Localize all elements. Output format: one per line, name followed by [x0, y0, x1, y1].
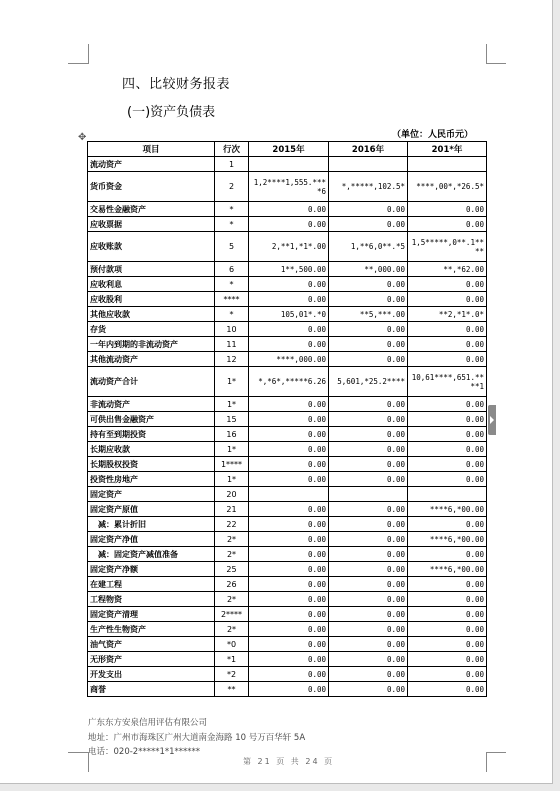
row-value-2015: 0.00 — [249, 397, 329, 412]
row-value-2015: 0.00 — [249, 547, 329, 562]
row-value-2015: 0.00 — [249, 427, 329, 442]
row-value-201x: 0.00 — [408, 397, 487, 412]
row-line-number: 1* — [215, 397, 249, 412]
row-line-number: 20 — [215, 487, 249, 502]
row-value-2015: *,*6*,*****6.26 — [249, 367, 329, 397]
row-value-2016: 0.00 — [329, 277, 408, 292]
row-item-name: 预付款项 — [88, 262, 215, 277]
row-value-2015: 0.00 — [249, 637, 329, 652]
row-value-2015: 0.00 — [249, 652, 329, 667]
row-item-name: 开发支出 — [88, 667, 215, 682]
row-item-name: 商誉 — [88, 682, 215, 697]
table-header-row — [88, 142, 487, 157]
row-value-201x: 0.00 — [408, 442, 487, 457]
table-row — [88, 457, 487, 472]
row-line-number: 16 — [215, 427, 249, 442]
row-line-number: 10 — [215, 322, 249, 337]
footer-phone: 电话：020-2*****1*1****** — [88, 747, 201, 757]
row-line-number: * — [215, 202, 249, 217]
row-value-201x: 0.00 — [408, 352, 487, 367]
row-value-2016: 0.00 — [329, 442, 408, 457]
table-row — [88, 682, 487, 697]
row-item-name: 流动资产 — [88, 157, 215, 172]
row-value-2016: 1,**6,0**.*5 — [329, 232, 408, 262]
row-value-201x — [408, 487, 487, 502]
row-value-201x — [408, 157, 487, 172]
table-row — [88, 562, 487, 577]
table-row — [88, 337, 487, 352]
row-item-name: 固定资产净额 — [88, 562, 215, 577]
row-value-2015: 0.00 — [249, 457, 329, 472]
row-item-name: 长期应收款 — [88, 442, 215, 457]
table-row — [88, 217, 487, 232]
crop-mark — [486, 44, 487, 64]
row-value-2016 — [329, 157, 408, 172]
row-value-2016: 0.00 — [329, 202, 408, 217]
row-value-201x: 0.00 — [408, 337, 487, 352]
table-row — [88, 262, 487, 277]
row-value-2016: 0.00 — [329, 217, 408, 232]
row-value-2015: 0.00 — [249, 562, 329, 577]
row-value-2016: 0.00 — [329, 592, 408, 607]
row-line-number: *0 — [215, 637, 249, 652]
row-value-2016: 0.00 — [329, 562, 408, 577]
side-tab-arrow-icon[interactable] — [488, 405, 496, 435]
row-value-201x: 0.00 — [408, 637, 487, 652]
row-item-name: 可供出售金融资产 — [88, 412, 215, 427]
row-value-201x: 0.00 — [408, 622, 487, 637]
row-value-201x: 0.00 — [408, 592, 487, 607]
row-value-201x: 0.00 — [408, 652, 487, 667]
row-value-2015: 0.00 — [249, 622, 329, 637]
row-value-2015: 0.00 — [249, 517, 329, 532]
row-value-2016: 5,601,*25.2**** — [329, 367, 408, 397]
table-row — [88, 202, 487, 217]
row-value-2016: 0.00 — [329, 532, 408, 547]
column-header-item: 项目 — [88, 142, 215, 157]
row-item-name: 投资性房地产 — [88, 472, 215, 487]
row-item-name: 一年内到期的非流动资产 — [88, 337, 215, 352]
row-line-number: *1 — [215, 652, 249, 667]
row-value-2016: *,*****,102.5* — [329, 172, 408, 202]
row-line-number: 2* — [215, 532, 249, 547]
row-item-name: 应收票据 — [88, 217, 215, 232]
row-value-201x: 0.00 — [408, 292, 487, 307]
crop-mark — [486, 63, 506, 64]
row-value-2015: 0.00 — [249, 217, 329, 232]
row-value-2016: 0.00 — [329, 502, 408, 517]
page-number: 第 21 页 共 24 页 — [243, 757, 335, 766]
table-row — [88, 637, 487, 652]
row-line-number: 26 — [215, 577, 249, 592]
row-value-2016: 0.00 — [329, 637, 408, 652]
table-row — [88, 172, 487, 202]
row-value-2016: 0.00 — [329, 577, 408, 592]
row-item-name: 持有至到期投资 — [88, 427, 215, 442]
row-item-name: 其他应收款 — [88, 307, 215, 322]
row-value-2015: 0.00 — [249, 202, 329, 217]
row-value-201x: 0.00 — [408, 667, 487, 682]
row-item-name: 存货 — [88, 322, 215, 337]
row-line-number: 15 — [215, 412, 249, 427]
row-item-name: 油气资产 — [88, 637, 215, 652]
row-value-2016: **5,***.00 — [329, 307, 408, 322]
row-item-name: 固定资产清理 — [88, 607, 215, 622]
row-value-2016: 0.00 — [329, 607, 408, 622]
table-row — [88, 502, 487, 517]
row-value-2016: 0.00 — [329, 652, 408, 667]
row-line-number: 1* — [215, 472, 249, 487]
table-row — [88, 592, 487, 607]
table-row — [88, 232, 487, 262]
row-value-201x: ****6,*00.00 — [408, 562, 487, 577]
row-value-2015: 0.00 — [249, 592, 329, 607]
row-value-201x: 0.00 — [408, 412, 487, 427]
row-value-2016: 0.00 — [329, 337, 408, 352]
row-value-2015: 0.00 — [249, 502, 329, 517]
row-value-201x: ****,00*,*26.5* — [408, 172, 487, 202]
row-value-2016: 0.00 — [329, 352, 408, 367]
row-item-name: 减：累计折旧 — [88, 517, 215, 532]
row-value-2015: 105,01*.*0 — [249, 307, 329, 322]
row-line-number: 5 — [215, 232, 249, 262]
row-value-201x: 0.00 — [408, 427, 487, 442]
row-value-201x: ****6,*00.00 — [408, 532, 487, 547]
table-row — [88, 157, 487, 172]
row-value-201x: 10,61****,651.****1 — [408, 367, 487, 397]
row-item-name: 生产性生物资产 — [88, 622, 215, 637]
row-line-number: 6 — [215, 262, 249, 277]
row-value-201x: 0.00 — [408, 547, 487, 562]
row-value-2015: 0.00 — [249, 532, 329, 547]
row-value-2016: 0.00 — [329, 322, 408, 337]
crop-mark — [486, 752, 487, 772]
row-value-2015: 0.00 — [249, 292, 329, 307]
row-line-number: 1**** — [215, 457, 249, 472]
row-line-number: 2* — [215, 547, 249, 562]
table-row — [88, 577, 487, 592]
row-item-name: 货币资金 — [88, 172, 215, 202]
row-value-201x: 0.00 — [408, 277, 487, 292]
row-value-2016: 0.00 — [329, 517, 408, 532]
row-line-number: 21 — [215, 502, 249, 517]
row-item-name: 固定资产 — [88, 487, 215, 502]
row-item-name: 流动资产合计 — [88, 367, 215, 397]
crop-mark — [486, 752, 506, 753]
row-value-2015: 0.00 — [249, 442, 329, 457]
row-value-2015: 1**,500.00 — [249, 262, 329, 277]
row-value-2016: 0.00 — [329, 427, 408, 442]
row-value-2015: 0.00 — [249, 412, 329, 427]
row-value-2015: 0.00 — [249, 682, 329, 697]
row-item-name: 长期股权投资 — [88, 457, 215, 472]
table-row — [88, 517, 487, 532]
row-value-2015: ****,000.00 — [249, 352, 329, 367]
row-value-201x: **2,*1*.0* — [408, 307, 487, 322]
row-value-201x: **,*62.00 — [408, 262, 487, 277]
balance-sheet-table — [87, 141, 487, 697]
table-row — [88, 667, 487, 682]
section-heading: 四、比较财务报表 — [122, 77, 231, 92]
crop-mark — [88, 44, 89, 64]
table-row — [88, 277, 487, 292]
row-item-name: 在建工程 — [88, 577, 215, 592]
row-line-number: **** — [215, 292, 249, 307]
row-value-2016: 0.00 — [329, 412, 408, 427]
row-value-2016: 0.00 — [329, 292, 408, 307]
table-body — [88, 157, 487, 697]
row-value-2016: 0.00 — [329, 682, 408, 697]
row-item-name: 固定资产原值 — [88, 502, 215, 517]
row-value-2015: 0.00 — [249, 607, 329, 622]
table-row — [88, 367, 487, 397]
table-move-handle-icon[interactable]: ✥ — [78, 132, 87, 143]
row-line-number: ** — [215, 682, 249, 697]
row-line-number: 1* — [215, 367, 249, 397]
row-item-name: 其他流动资产 — [88, 352, 215, 367]
footer-company: 广东东方安泉信用评估有限公司 — [88, 718, 208, 728]
row-value-2016: 0.00 — [329, 622, 408, 637]
footer-address: 地址：广州市海珠区广州大道南金海路 10 号万百华轩 5A — [88, 733, 306, 743]
row-item-name: 固定资产净值 — [88, 532, 215, 547]
row-value-201x: 0.00 — [408, 202, 487, 217]
column-header-201x: 201*年 — [408, 142, 487, 157]
row-value-2016: 0.00 — [329, 457, 408, 472]
row-line-number: 2**** — [215, 607, 249, 622]
row-value-201x: 0.00 — [408, 577, 487, 592]
row-item-name: 交易性金融资产 — [88, 202, 215, 217]
table-row — [88, 532, 487, 547]
column-header-2016: 2016年 — [329, 142, 408, 157]
row-value-2015: 0.00 — [249, 322, 329, 337]
row-item-name: 工程物资 — [88, 592, 215, 607]
row-value-2016: 0.00 — [329, 397, 408, 412]
row-value-2015: 0.00 — [249, 337, 329, 352]
column-header-line: 行次 — [215, 142, 249, 157]
row-value-2016: 0.00 — [329, 667, 408, 682]
currency-unit-label: （单位：人民币元） — [392, 130, 474, 140]
row-item-name: 应收账款 — [88, 232, 215, 262]
row-line-number: 11 — [215, 337, 249, 352]
row-line-number: 12 — [215, 352, 249, 367]
table-row — [88, 442, 487, 457]
row-value-2015: 0.00 — [249, 577, 329, 592]
row-line-number: 25 — [215, 562, 249, 577]
row-value-2015: 0.00 — [249, 667, 329, 682]
table-row — [88, 322, 487, 337]
row-line-number: *2 — [215, 667, 249, 682]
row-value-201x: 0.00 — [408, 517, 487, 532]
row-value-201x: 1,5*****,0**.1**** — [408, 232, 487, 262]
row-value-201x: 0.00 — [408, 682, 487, 697]
row-value-201x: 0.00 — [408, 607, 487, 622]
row-value-2015: 2,**1,*1*.00 — [249, 232, 329, 262]
table-row — [88, 292, 487, 307]
row-value-2015: 0.00 — [249, 277, 329, 292]
row-item-name: 非流动资产 — [88, 397, 215, 412]
table-row — [88, 427, 487, 442]
row-value-201x: 0.00 — [408, 322, 487, 337]
row-line-number: * — [215, 277, 249, 292]
row-line-number: * — [215, 217, 249, 232]
row-line-number: * — [215, 307, 249, 322]
column-header-2015: 2015年 — [249, 142, 329, 157]
table-row — [88, 547, 487, 562]
row-line-number: 22 — [215, 517, 249, 532]
row-value-201x: ****6,*00.00 — [408, 502, 487, 517]
table-row — [88, 622, 487, 637]
table-row — [88, 307, 487, 322]
row-item-name: 应收股利 — [88, 292, 215, 307]
row-item-name: 应收利息 — [88, 277, 215, 292]
crop-mark — [68, 752, 88, 753]
row-value-2016: 0.00 — [329, 547, 408, 562]
table-row — [88, 352, 487, 367]
row-value-201x: 0.00 — [408, 472, 487, 487]
row-value-2016 — [329, 487, 408, 502]
row-value-2015 — [249, 157, 329, 172]
table-row — [88, 652, 487, 667]
row-line-number: 1 — [215, 157, 249, 172]
row-value-2015: 1,2****1,555.****6 — [249, 172, 329, 202]
row-value-2016: 0.00 — [329, 472, 408, 487]
table-row — [88, 397, 487, 412]
row-line-number: 2* — [215, 592, 249, 607]
row-item-name: 减：固定资产减值准备 — [88, 547, 215, 562]
row-value-2016: **,000.00 — [329, 262, 408, 277]
row-value-201x: 0.00 — [408, 457, 487, 472]
row-value-201x: 0.00 — [408, 217, 487, 232]
row-line-number: 2 — [215, 172, 249, 202]
table-row — [88, 472, 487, 487]
row-item-name: 无形资产 — [88, 652, 215, 667]
row-value-2015 — [249, 487, 329, 502]
table-title: (一)资产负债表 — [127, 105, 216, 120]
row-line-number: 2* — [215, 622, 249, 637]
table-row — [88, 412, 487, 427]
row-line-number: 1* — [215, 442, 249, 457]
row-value-2015: 0.00 — [249, 472, 329, 487]
table-row — [88, 607, 487, 622]
crop-mark — [68, 63, 88, 64]
table-row — [88, 487, 487, 502]
